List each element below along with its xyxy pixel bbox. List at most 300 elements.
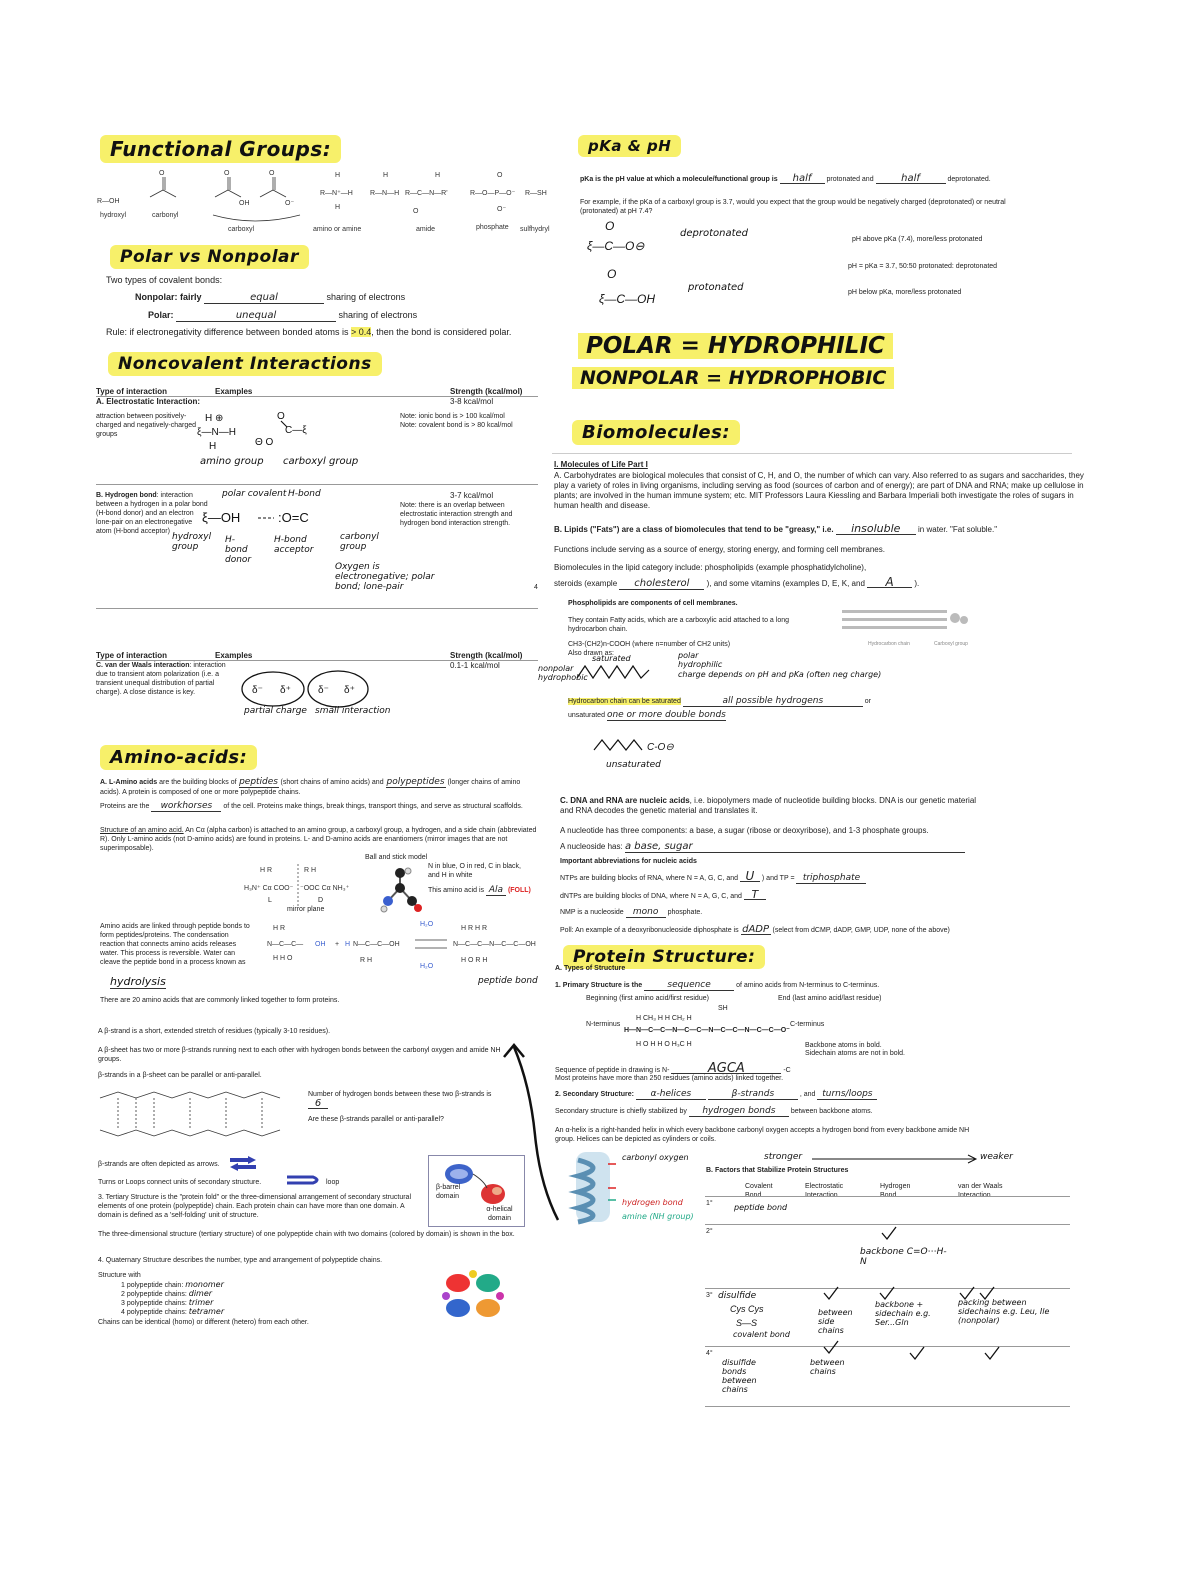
svg-text:ξ—C—O⊖: ξ—C—O⊖ [587,239,645,253]
steroids-mid: ), and some vitamins (examples D, E, K, and [706,579,865,588]
svg-text:H: H [345,941,351,948]
factor-hw-side-chains: between side chains [818,1308,853,1335]
svg-text:H R H R: H R H R [461,925,488,932]
pka-def-pre: pKa is the pH value at which a molecule/functional group is [580,176,778,183]
pka-def-post: deprotonated. [947,176,991,183]
aa-workhorses [100,802,540,812]
aa-text2: (short chains of amino acids) and [280,779,384,786]
svg-text:OH: OH [315,941,326,948]
aa-hydrolysis: hydrolysis [110,975,166,988]
pka-example: For example, if the pKa of a carboxyl group is 3.7, would you expect that the group would be negatively charged (deprotonated) or neutral (protonated) at pH 7.4? [580,199,1006,215]
nc-col-strength-2: Strength (kcal/mol) [450,651,523,660]
svg-text:N—C—C—: N—C—C— [267,941,304,948]
steroids-ans: cholesterol [619,579,704,590]
chain-label-4: 4 polypeptide chains: [121,1309,187,1316]
nc-b-title: B. Hydrogen bond [96,492,157,499]
aa-peptide-bond: peptide bond [478,976,538,986]
unsaturated-sketch [592,730,692,760]
nc-hw-partial-charge: partial charge [244,706,307,716]
factor-level-1: 1° [706,1200,713,1207]
secondary-and: , and [799,1091,816,1098]
fg-label-carbonyl: carbonyl [152,212,179,219]
lipid-post: in water. "Fat soluble." [918,525,998,534]
nc-hw-polar-covalent: polar covalent [222,489,287,499]
hw-charge: charge depends on pH and pKa (often neg charge) [678,670,882,679]
factor-rule-1 [705,1196,1070,1197]
chain-row-4 [121,1307,224,1317]
dna-lead: C. DNA and RNA are nucleic acids [560,796,690,805]
factor-level-4: 4° [706,1350,713,1357]
nc-col-examples: Examples [215,387,253,396]
aa-wh-ans: workhorses [151,802,221,812]
ntp-ans2: triphosphate [796,874,866,884]
hw-unsaturated: unsaturated [606,760,661,770]
factor-hw-covalent-bond: covalent bond [733,1330,790,1339]
nonpolar-hydrophobic: NONPOLAR = HYDROPHOBIC [572,367,894,389]
svg-text:H₂O: H₂O [420,921,434,928]
aa-ans-peptides: peptides [239,777,278,787]
fg-label-sulfhydryl: sulfhydryl [520,226,550,233]
factor-hw-4-disulfide: disulfide bonds between chains [722,1358,757,1394]
poll-pre: Poll: An example of a deoxyribonucleoside diphosphate is [560,927,739,934]
svg-text:H—N—C—C—N—C—C—N—C—C—N—C—C—O⁻: H—N—C—C—N—C—C—N—C—C—N—C—C—O⁻ [624,1027,790,1034]
polar-hydrophilic: POLAR = HYDROPHILIC [578,333,893,359]
unsat-ans: one or more double bonds [606,710,726,720]
svg-text:H: H [209,441,217,452]
nonpolar-tail: sharing of electrons [326,292,406,302]
nucleoside-ans: a base, sugar [625,842,965,853]
ntp-pre: NTPs are building blocks of RNA, where N = A, G, C, and [560,875,738,882]
hw-polar: polar hydrophilic [678,651,723,669]
svg-text:H R: H R [273,925,286,932]
nmp-ans: mono [626,908,666,918]
svg-text:δ⁺: δ⁺ [344,685,355,696]
nc-hw-donor: H-bond donor [225,535,252,565]
nc-hw-acceptor: H-bond acceptor [274,535,314,555]
factor-hw-disulfide: disulfide [718,1291,757,1301]
secondary-ans3: turns/loops [817,1090,877,1100]
svg-text:H: H [435,172,441,179]
svg-text:H ⊕: H ⊕ [205,413,224,424]
hw-saturated: saturated [592,654,631,663]
svg-text:O: O [497,172,503,179]
aa-foll: (FOLL) [507,887,531,894]
factor-hw-peptide: peptide bond [734,1203,788,1212]
membrane-diagram [840,608,975,638]
svg-text:SH: SH [718,1005,728,1012]
protein-primary [555,981,879,991]
pka-def-mid: protonated and [826,176,874,183]
beta-arrow-icon [228,1155,258,1171]
alpha-helix-image [568,1150,618,1225]
svg-text:R—SH: R—SH [525,190,547,197]
aa-structure-text: An Cα (alpha carbon) is attached to an amino group, a carboxyl group, a hydrogen, and a side chain (abbreviated R). Only L-amino acids (not D-amino acids) are found in proteins. L- and D-amino acids are enantiomers (mirror images that are not superimposable). [100,827,537,852]
dntp-pre: dNTPs are building blocks of DNA, where N = A, G, C, and [560,893,742,900]
nmp-post: phosphate. [667,909,703,916]
factors-title: B. Factors that Stabilize Protein Structures [706,1167,849,1174]
rule-a: Rule: if electronegativity difference between bonded atoms is [106,327,351,337]
beta-strand: A β-strand is a short, extended stretch of residues (typically 3-10 residues). [98,1028,331,1035]
svg-text:H₃N⁺ Cα COO⁻: H₃N⁺ Cα COO⁻ [244,885,294,892]
beta-loop-label: loop [326,1179,340,1186]
aa-D: D [318,897,324,904]
beta-num-hbonds [308,1090,491,1109]
biomol-dntp [560,890,766,901]
beta-box-caption: The three-dimensional structure (tertiary structure) of one polypeptide chain with two domains (colored by domain) is shown in the box. [98,1231,515,1238]
factor-hw-side-sc: backbone + sidechain e.g. Ser...Gln [875,1300,931,1327]
peptide-backbone-diagram [620,1000,790,1060]
disulfide-sketch [728,1300,788,1330]
svg-text:O: O [224,170,230,177]
svg-text:H: H [335,204,341,211]
condensation-reaction [265,918,545,974]
electrostatic-sketch [195,405,335,460]
svg-text:OH: OH [239,200,250,207]
aa-structure [100,826,540,853]
aa-wh-pre: Proteins are the [100,803,150,810]
nonpolar-line [135,292,405,304]
nc-a-note2: Note: covalent bond is > 80 kcal/mol [400,422,513,429]
pka-hw-prot: protonated [688,282,744,293]
seq-pre: Sequence of peptide in drawing is N- [555,1067,670,1074]
nc-a-strength: 3-8 kcal/mol [450,397,494,406]
protein-stabilized [555,1107,873,1117]
svg-text:O: O [269,170,275,177]
secondary-ans2: β-strands [708,1090,798,1100]
svg-text:δ⁻: δ⁻ [318,685,329,696]
nc-c-title: C. van der Waals interaction [96,662,190,669]
svg-text:S—S: S—S [736,1318,758,1328]
protein-structure-header: Protein Structure: [563,945,765,969]
ntp-ans: U [740,872,760,882]
chain-label-1: 1 polypeptide chain: [121,1282,184,1289]
curved-arrow [500,1035,565,1225]
biomol-title: I. Molecules of Life Part I [554,460,648,469]
dna-text: , i.e. biopolymers made of nucleotide building blocks. DNA is our genetic material and RNA decodes the genetic material and translates it. [560,796,977,815]
fatty-acid-zigzag [575,660,665,685]
hw-nonpolar: nonpolar hydrophobic [538,664,588,682]
nc-rule-2 [96,484,538,485]
protein-beginning: Beginning (first amino acid/first residue) [586,995,709,1002]
protein-end: End (last amino acid/last residue) [778,995,882,1002]
biomol-poll [560,925,950,935]
factor-level-2: 2° [706,1228,713,1235]
noncovalent-header: Noncovalent Interactions [108,352,382,376]
biomol-formula: CH3-(CH2)n-COOH (where n=number of CH2 units) [568,641,731,648]
helical-domain-label: α-helical domain [486,1206,513,1222]
helix-hw-hbond: hydrogen bond [622,1198,683,1207]
svg-text:δ⁻: δ⁻ [252,685,263,696]
biomol-nucleoside [560,842,965,853]
chain-ans-3: trimer [188,1298,214,1307]
factors-hw-stronger: stronger [764,1152,803,1162]
pka-above: pH above pKa (7.4), more/less protonated [852,236,983,243]
nc-a-desc: attraction between positively-charged and negatively-charged groups [96,413,197,438]
beta-homo-hetero: Chains can be identical (homo) or different (hetero) from each other. [98,1319,309,1326]
vitamin-ans: A [867,577,912,588]
aa-text3: (longer chains of amino acids). A protein is composed of one or more polypeptide chains. [100,779,521,796]
svg-text:H CH₃ H H CH₂ H: H CH₃ H H CH₂ H [636,1015,692,1022]
functional-groups-header: Functional Groups: [100,135,341,163]
nc-rule-3 [96,608,538,609]
secondary-ans1: α-helices [636,1090,706,1100]
covalent-intro: Two types of covalent bonds: [106,275,223,285]
aa-this-amino-ans: Ala [486,886,506,896]
steroids-pre: steroids (example [554,579,618,588]
svg-text:Θ O: Θ O [255,437,274,448]
aa-wh-post: of the cell. Proteins make things, break things, transport things, and serve as structural scaffolds. [223,803,523,810]
svg-text:C-O⊖: C-O⊖ [647,742,674,753]
nc-hw-oxygen: Oxygen is electronegative; polar bond; lone-pair [335,562,435,592]
beta-sheet-diagram [98,1084,298,1144]
nonpolar-answer: equal [204,292,324,304]
svg-text:O⁻: O⁻ [497,206,507,213]
biomol-abbrev: Important abbreviations for nucleic acids [560,858,697,865]
factor-col-hydrogen: Hydrogen [880,1183,911,1190]
amino-acids-header: Amino-acids: [100,745,257,770]
svg-text:Cys Cys: Cys Cys [730,1304,764,1314]
biomol-rule [552,453,1072,454]
quaternary-protein-icon [438,1268,508,1323]
barrel-domain-label: β-barrel domain [436,1184,461,1200]
nc-a-note1: Note: ionic bond is > 100 kcal/mol [400,413,505,420]
aa-this-amino-text: This amino acid is [428,887,485,894]
biomol-lipid [554,524,997,535]
biomol-three: A nucleotide has three components: a base, a sugar (ribose or deoxyribose), and 1-3 phosphate groups. [560,826,929,835]
aa-L: L [268,897,272,904]
beta-turns: Turns or Loops connect units of secondary structure. [98,1179,262,1186]
primary-post: of amino acids from N-terminus to C-terminus. [736,982,880,989]
nc-c-desc: : interaction due to transient atom polarization (i.e. a transient unequal distribution of partial charge). A close distance is key. [96,662,226,696]
svg-text:O: O [607,267,617,281]
factor-rule-5 [705,1406,1070,1407]
nc-hw-hydroxyl: hydroxyl group [172,532,212,552]
beta-parallel: β-strands in a β-sheet can be parallel or anti-parallel. [98,1072,262,1079]
check-marks [820,1225,1030,1375]
svg-text:O: O [159,170,165,177]
beta-are-these: Are these β-strands parallel or anti-parallel? [308,1116,444,1123]
svg-text:R—C—N—R': R—C—N—R' [405,190,448,197]
fg-label-hydroxyl: hydroxyl [100,212,127,219]
biomol-phospho: Phospholipids are components of cell membranes. [568,600,738,607]
nc-b-strength: 3-7 kcal/mol [450,491,494,500]
stabilized-ans: hydrogen bonds [689,1107,789,1117]
seq-ans: AGCA [671,1064,781,1074]
pka-equal: pH = pKa = 3.7, 50:50 protonated: deprotonated [848,263,998,270]
svg-text:ξ—C—OH: ξ—C—OH [599,292,656,306]
nc-hw-small-interaction: small interaction [315,706,391,716]
beta-quaternary: 4. Quaternary Structure describes the number, type and arrangement of polypeptide chains. [98,1257,383,1264]
svg-text:R H: R H [304,867,317,874]
fg-label-amide: amide [416,226,436,233]
nc-hw-amino-group: amino group [200,456,264,467]
polar-label: Polar: [148,310,174,320]
stabilized-post: between backbone atoms. [790,1108,873,1115]
factors-hw-weaker: weaker [980,1152,1013,1162]
protein-n-term: N-terminus [586,1021,621,1028]
nc-col-type-2: Type of interaction [96,651,167,660]
biomolecules-header: Biomolecules: [572,420,740,445]
biomol-dna [560,796,980,816]
aa-twenty: There are 20 amino acids that are commonly linked together to form proteins. [100,997,340,1004]
biomol-fatty: They contain Fatty acids, which are a carboxylic acid attached to a long hydrocarbon chain. [568,617,790,633]
svg-text:O: O [605,219,615,233]
svg-text:O: O [413,208,419,215]
beta-tertiary: 3. Tertiary Structure is the "protein fold" or the three-dimensional arrangement of secondary structural elements of one protein (polypeptide) chain. Each protein chain can have more than one domain. A domain is defined as a 'self-folding' unit of structure. [98,1194,411,1219]
helix-hw-carbonyl: carbonyl oxygen [622,1153,689,1162]
svg-text:N—C—C—N—C—C—OH: N—C—C—N—C—C—OH [453,941,536,948]
seq-post: -C [783,1067,791,1074]
beta-num-text: Number of hydrogen bonds between these two β-strands is [308,1091,492,1098]
hydrocarbon-chain-label: Hydrocarbon chain [868,641,910,647]
svg-text::O=C: :O=C [278,510,309,525]
biomol-drawn-as: Also drawn as: [568,650,614,657]
svg-text:H: H [335,172,341,179]
aa-ball-stick: Ball and stick model [365,854,428,861]
nc-hw-carbonyl: carbonyl group [340,532,379,552]
factor-col-vdw: van der Waals [958,1183,1003,1190]
pka-below: pH below pKa, more/less protonated [848,289,962,296]
nc-c-block [96,661,231,697]
chain-ans-2: dimer [188,1289,213,1298]
nc-b-block [96,491,208,536]
polar-rule [106,327,511,337]
carboxyl-group-label: Carboxyl group [934,641,968,647]
chain-label-3: 3 polypeptide chains: [121,1300,187,1307]
factor-level-3: 3° [706,1292,713,1299]
rule-highlight: > 0.4 [350,327,372,337]
svg-text:H O H H O H₃C H: H O H H O H₃C H [636,1041,692,1048]
steroids-post: ). [914,579,920,588]
biomol-steroids [554,577,919,590]
aa-text1: are the building blocks of [157,779,237,786]
beta-num-ans: 6 [308,1099,328,1109]
biomol-functions: Functions include serving as a source of energy, storing energy, and forming cell membranes. [554,545,885,554]
hbond-sketch [200,502,340,534]
nc-b-note: Note: there is an overlap between electrostatic interaction strength and hydrogen bond interaction strength. [400,502,513,527]
biomol-saturated [568,697,871,707]
svg-text:C—ξ: C—ξ [285,425,307,436]
protein-c-term: C-terminus [790,1021,825,1028]
aa-ans-polypeptides: polypeptides [386,777,445,787]
backbone-note-1: Backbone atoms in bold. [805,1042,882,1049]
lipid-ans: insoluble [836,524,916,535]
factor-col-electrostatic: Electrostatic [805,1183,844,1190]
fg-label-phosphate: phosphate [476,224,509,231]
stabilized-pre: Secondary structure is chiefly stabilized by [555,1108,687,1115]
nc-col-strength: Strength (kcal/mol) [450,387,523,396]
dntp-ans: T [744,890,766,900]
rule-b: , then the bond is considered polar. [371,327,512,337]
chain-ans-1: monomer [185,1280,224,1289]
primary-ans: sequence [644,981,734,991]
polar-tail: sharing of electrons [338,310,418,320]
loop-arrow-icon [285,1173,325,1187]
svg-text:N—C—C—OH: N—C—C—OH [353,941,400,948]
polar-answer: unequal [176,310,336,322]
biomol-nmp [560,908,702,918]
svg-text:H R: H R [260,867,273,874]
chain-ans-4: tetramer [188,1307,225,1316]
stronger-weaker-arrow [810,1154,980,1164]
beta-structure-with: Structure with [98,1272,141,1279]
polar-nonpolar-header: Polar vs Nonpolar [110,245,309,269]
protein-most: Most proteins have more than 250 residues (amino acids) linked together. [555,1075,784,1082]
beta-arrows: β-strands are often depicted as arrows. [98,1161,220,1168]
protein-helix: An α-helix is a right-handed helix in which every backbone carbonyl oxygen accepts a hydrogen bond from every backbone amide NH group. Helices can be depicted as cylinders or coils. [555,1127,970,1143]
nc-hw-carboxyl-group: carboxyl group [283,456,359,467]
pka-def-ans2: half [876,174,946,184]
svg-text:δ⁺: δ⁺ [280,685,291,696]
svg-text:R H: R H [360,957,373,964]
nucleoside-pre: A nucleoside has: [560,842,623,851]
protein-secondary [555,1090,877,1100]
aa-this-amino [428,886,531,896]
svg-text:H: H [383,172,389,179]
nc-page-number: 4 [534,584,538,591]
svg-text:H H O: H H O [273,955,293,962]
biomol-carb: A. Carbohydrates are biological molecules that consist of C, H, and O, the number of which can vary. Also referred to as sugars and saccharides, they play a variety of roles in living organisms, including serving as food (sources of carbon and of energy); are part of DNA and RNA; make up cellulose in plants; are involved in the human immune system; etc. MIT Professors Laura Kiessling and Barbara Imperiali both investigate the roles of sugars in human health and disease. [554,471,1084,510]
protein-types: A. Types of Structure [555,965,626,972]
sat-pre: Hydrocarbon chain can be saturated [568,698,681,705]
helix-hw-amine: amine (NH group) [622,1212,694,1221]
ball-stick-model [378,863,423,913]
svg-text:+: + [335,941,340,948]
svg-text:O: O [277,411,285,422]
beta-sheet: A β-sheet has two or more β-strands running next to each other with hydrogen bonds between the carbonyl oxygen and amide NH groups. [98,1047,501,1063]
secondary-pre: 2. Secondary Structure: [555,1091,634,1098]
primary-pre: 1. Primary Structure is the [555,982,643,989]
aa-intro [100,778,540,797]
pka-def-ans1: half [780,174,825,184]
biomol-unsaturated [568,711,726,721]
pka-hw-deprot: deprotonated [680,228,749,239]
aa-mirror-plane: mirror plane [287,906,325,913]
sat-or: or [864,698,871,705]
unsat-pre: unsaturated [568,712,605,719]
aa-lead: A. L-Amino acids [100,779,158,786]
poll-post: (select from dCMP, dADP, GMP, UDP, none of the above) [772,927,950,934]
svg-text:R—OH: R—OH [97,198,120,205]
fg-label-amino: amino or amine [313,226,362,233]
aa-structure-lead: Structure of an amino acid. [100,827,184,834]
nonpolar-label: Nonpolar: fairly [135,292,202,302]
factor-col-covalent: Covalent [745,1183,773,1190]
nmp-pre: NMP is a nucleoside [560,909,624,916]
aa-linked: Amino acids are linked through peptide bonds to form peptides/proteins. The condensation reaction that connects amino acids releases water. This process is reversible. Water can cleave the peptide bond in a process known as [100,923,250,966]
svg-text:R—N—H: R—N—H [370,190,400,197]
aa-colors-note: N in blue, O in red, C in black, and H in white [428,863,521,879]
biomol-category: Biomolecules in the lipid category include: phospholipids (example phosphatidylcholine), [554,563,867,572]
svg-text:H O R H: H O R H [461,957,488,964]
nc-col-type: Type of interaction [96,387,167,396]
pka-def [580,174,991,184]
svg-text:O⁻: O⁻ [285,200,295,207]
biomol-ntp [560,869,866,884]
nc-b-desc: : interaction between a hydrogen in a polar bond (H-bond donor) and an electron lone-pair on an electronegative atom (H-bond acceptor) [96,492,208,535]
factor-hw-backbone: backbone C=O⋯H-N [860,1247,947,1267]
pka-ph-header: pKa & pH [578,135,681,157]
chain-label-2: 2 polypeptide chains: [121,1291,187,1298]
svg-text:R—N⁺—H: R—N⁺—H [320,190,353,197]
fg-label-carboxyl: carboxyl [228,226,255,233]
factor-hw-4-between: between chains [810,1358,845,1376]
nc-c-strength: 0.1-1 kcal/mol [450,661,500,670]
svg-text:⁻OOC Cα NH₃⁺: ⁻OOC Cα NH₃⁺ [300,885,350,892]
svg-text:R—O—P—O⁻: R—O—P—O⁻ [470,190,516,197]
nc-a-title: A. Electrostatic Interaction: [96,397,201,406]
nc-hw-hbond: H-bond [288,489,321,499]
